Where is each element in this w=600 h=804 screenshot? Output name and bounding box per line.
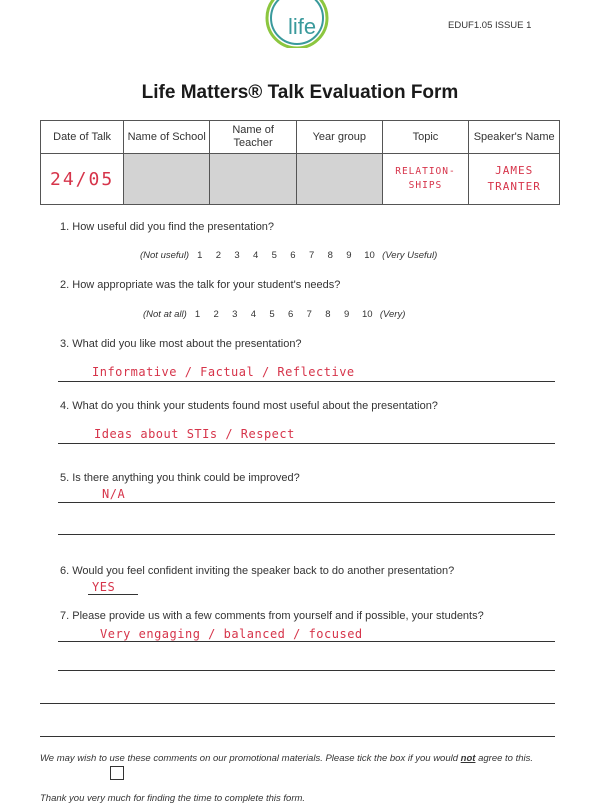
scale-1-low-label: (Not useful) xyxy=(140,250,190,261)
question-7 xyxy=(60,610,484,622)
question-6-answer: YES xyxy=(92,580,116,594)
question-4-number: 4. xyxy=(60,400,70,412)
question-3 xyxy=(60,338,302,350)
question-6-number: 6. xyxy=(60,565,70,577)
scale-1-option-4[interactable]: 4 xyxy=(253,250,259,261)
scale-1-high-label: (Very Useful) xyxy=(382,250,438,261)
scale-2-option-9[interactable]: 9 xyxy=(343,309,350,320)
scale-1-option-9[interactable]: 9 xyxy=(346,250,352,261)
scale-2-option-3[interactable]: 3 xyxy=(232,309,238,320)
scale-2-option-4[interactable]: 4 xyxy=(250,309,257,320)
header-name-of-school: Name of School xyxy=(124,121,210,154)
scale-2-low-label: (Not at all) xyxy=(143,309,187,320)
date-of-talk-value: 24/05 xyxy=(49,168,115,190)
question-5-answer-line-2[interactable] xyxy=(58,534,555,535)
scale-2-option-2[interactable]: 2 xyxy=(213,309,219,320)
year-group-cell-redacted xyxy=(296,154,382,205)
topic-value: RELATION- SHIPS xyxy=(395,166,456,191)
question-4 xyxy=(60,400,438,412)
question-5-answer-line-1[interactable] xyxy=(58,502,555,503)
scale-1-option-6[interactable]: 6 xyxy=(290,250,296,261)
scale-2-option-8[interactable]: 8 xyxy=(325,309,331,320)
scale-1-option-8[interactable]: 8 xyxy=(327,250,333,261)
header-topic: Topic xyxy=(382,121,469,154)
question-6-answer-line[interactable] xyxy=(88,594,138,595)
question-7-answer-line-2[interactable] xyxy=(58,670,555,671)
question-7-number: 7. xyxy=(60,610,70,622)
scale-1-option-10[interactable]: 10 xyxy=(364,250,375,261)
header-date-of-talk: Date of Talk xyxy=(41,121,124,154)
question-6 xyxy=(60,565,454,577)
promo-text-bold: not xyxy=(460,753,476,764)
question-2-number: 2. xyxy=(60,279,70,291)
question-2-text: How appropriate was the talk for your student's needs? xyxy=(72,279,341,291)
scale-1-option-3[interactable]: 3 xyxy=(234,250,240,261)
school-name-cell-redacted xyxy=(124,154,210,205)
promo-text-before: We may wish to use these comments on our promotional materials. Please tick the box if you would xyxy=(40,753,461,764)
question-1-rating-scale[interactable] xyxy=(140,250,437,261)
promotional-consent-text xyxy=(40,752,560,766)
question-6-text: Would you feel confident inviting the speaker back to do another presentation? xyxy=(72,565,455,577)
question-3-answer-line[interactable] xyxy=(58,381,555,382)
scale-1-option-2[interactable]: 2 xyxy=(215,250,222,261)
scale-2-option-5[interactable]: 5 xyxy=(269,309,275,320)
scale-1-option-5[interactable]: 5 xyxy=(271,250,277,261)
promotional-opt-out-checkbox[interactable] xyxy=(110,766,124,780)
speaker-name-cell[interactable] xyxy=(469,154,560,205)
date-of-talk-cell[interactable] xyxy=(41,154,124,205)
question-4-answer-line[interactable] xyxy=(58,443,555,444)
question-4-text: What do you think your students found most useful about the presentation? xyxy=(72,400,438,412)
scale-2-option-10[interactable]: 10 xyxy=(361,309,373,320)
document-code: EDUF1.05 ISSUE 1 xyxy=(448,20,532,31)
question-5-answer: N/A xyxy=(102,487,126,501)
question-5-text: Is there anything you think could be improved? xyxy=(72,472,300,484)
question-3-answer: Informative / Factual / Reflective xyxy=(92,365,355,379)
thank-you-note: Thank you very much for finding the time to complete this form. xyxy=(40,793,306,804)
question-5 xyxy=(60,472,300,484)
header-speakers-name: Speaker's Name xyxy=(469,121,560,154)
question-3-number: 3. xyxy=(60,338,70,350)
question-7-answer-line-3[interactable] xyxy=(40,703,555,704)
header-year-group: Year group xyxy=(296,121,382,154)
form-title: Life Matters® Talk Evaluation Form xyxy=(141,82,459,103)
question-2 xyxy=(60,279,340,291)
question-5-number: 5. xyxy=(60,472,70,484)
logo-text: life xyxy=(287,14,317,39)
scale-2-option-6[interactable]: 6 xyxy=(288,309,294,320)
question-7-answer: Very engaging / balanced / focused xyxy=(100,627,363,641)
question-1 xyxy=(60,221,274,233)
question-2-rating-scale[interactable] xyxy=(143,309,405,320)
speaker-name-value: JAMES TRANTER xyxy=(487,164,541,193)
header-name-of-teacher: Name of Teacher xyxy=(210,121,297,154)
scale-1-option-7[interactable]: 7 xyxy=(308,250,315,261)
question-1-text: How useful did you find the presentation? xyxy=(72,221,275,233)
talk-info-table xyxy=(40,120,560,205)
teacher-name-cell-redacted xyxy=(210,154,297,205)
scale-2-option-1[interactable]: 1 xyxy=(194,309,201,320)
question-7-text: Please provide us with a few comments from yourself and if possible, your students? xyxy=(72,610,484,622)
question-7-answer-line-1[interactable] xyxy=(58,641,555,642)
question-4-answer: Ideas about STIs / Respect xyxy=(94,427,295,441)
scale-2-high-label: (Very) xyxy=(379,309,406,320)
scale-1-option-1[interactable]: 1 xyxy=(197,250,203,261)
question-3-text: What did you like most about the presentation? xyxy=(72,338,302,350)
question-1-number: 1. xyxy=(60,221,70,233)
scale-2-option-7[interactable]: 7 xyxy=(306,309,312,320)
promo-text-after: agree to this. xyxy=(475,753,534,764)
topic-cell[interactable] xyxy=(382,154,469,205)
question-7-answer-line-4[interactable] xyxy=(40,736,555,737)
